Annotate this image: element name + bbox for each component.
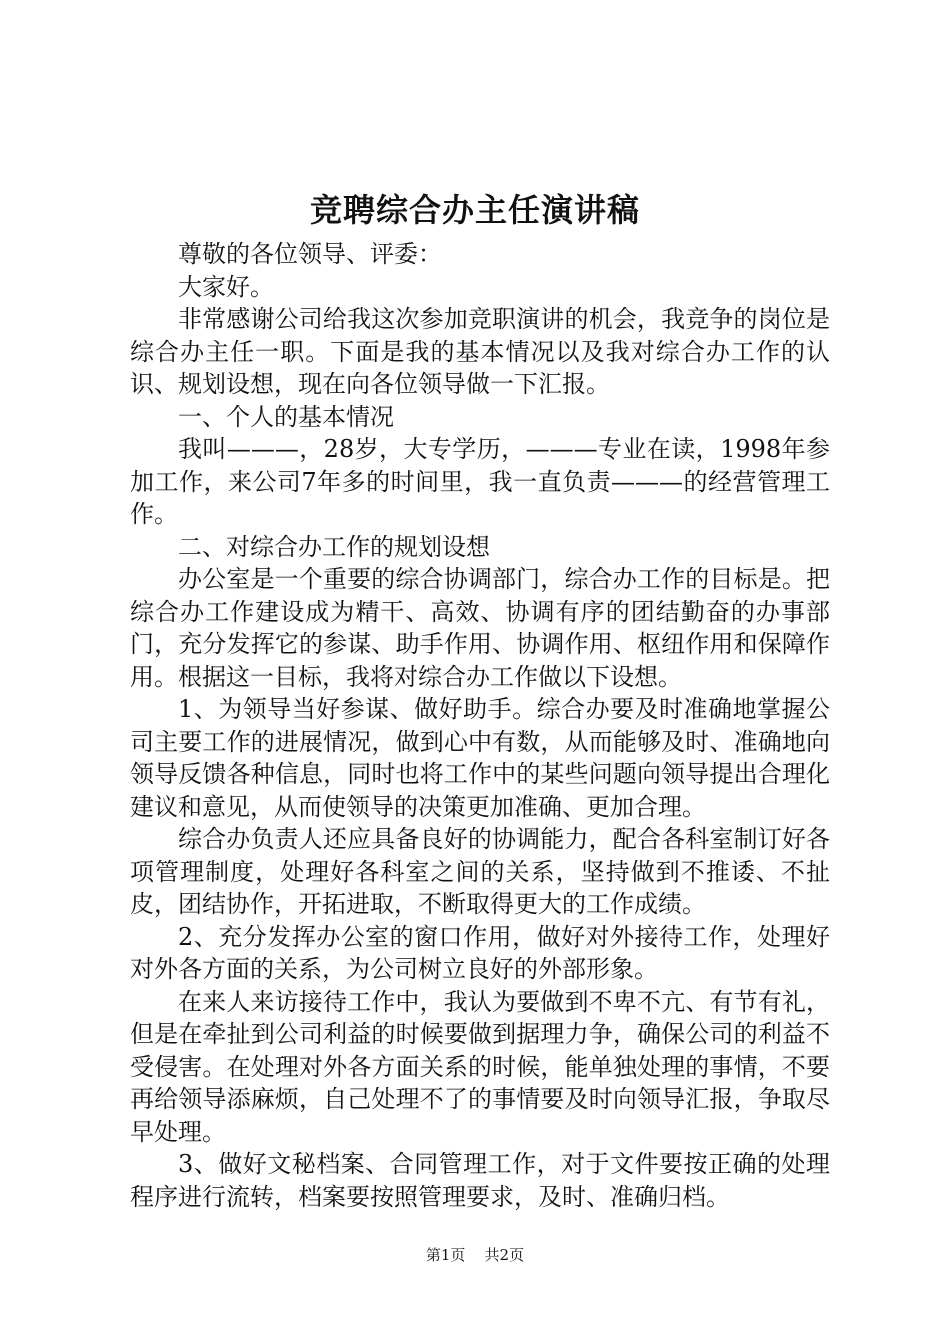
paragraph-coordination: 综合办负责人还应具备良好的协调能力，配合各科室制订好各项管理制度，处理好各科室之间的关系，坚持做到不推诿、不扯皮，团结协作，开拓进取，不断取得更大的工作成绩。 xyxy=(130,825,830,918)
paragraph-office-goal: 办公室是一个重要的综合协调部门，综合办工作的目标是。把综合办工作建设成为精干、高效、协调有序的团结勤奋的办事部门，充分发挥它的参谋、助手作用、协调作用、枢纽作用和保障作用。根据这一目标，我将对综合办工作做以下设想。 xyxy=(130,565,830,691)
paragraph-reception: 在来人来访接待工作中，我认为要做到不卑不亢、有节有礼，但是在牵扯到公司利益的时候要做到据理力争，确保公司的利益不受侵害。在处理对外各方面关系的时候，能单独处理的事情，不要再给领导添麻烦，自己处理不了的事情要及时向领导汇报，争取尽早处理。 xyxy=(130,987,830,1146)
page-footer xyxy=(0,1245,950,1265)
paragraph-point-3: 3、做好文秘档案、合同管理工作，对于文件要按正确的处理程序进行流转，档案要按照管理要求，及时、准确归档。 xyxy=(130,1150,830,1211)
paragraph-greeting: 大家好。 xyxy=(178,272,274,301)
section-heading-basic-info: 一、个人的基本情况 xyxy=(178,402,394,431)
document-title: 竞聘综合办主任演讲稿 xyxy=(309,191,640,229)
page-number-total: 共2页 xyxy=(484,1246,525,1264)
paragraph-point-2: 2、充分发挥办公室的窗口作用，做好对外接待工作，处理好对外各方面的关系，为公司树立良好的外部形象。 xyxy=(130,922,830,983)
paragraph-basic-info: 我叫———，28岁，大专学历，———专业在读，1998年参加工作，来公司7年多的时间里，我一直负责———的经营管理工作。 xyxy=(130,435,830,528)
document-body xyxy=(130,238,830,1213)
section-heading-plan: 二、对综合办工作的规划设想 xyxy=(178,532,490,561)
paragraph-intro: 非常感谢公司给我这次参加竞职演讲的机会，我竞争的岗位是综合办主任一职。下面是我的基本情况以及我对综合办工作的认识、规划设想，现在向各位领导做一下汇报。 xyxy=(130,305,830,398)
paragraph-point-1: 1、为领导当好参谋、做好助手。综合办要及时准确地掌握公司主要工作的进展情况，做到心中有数，从而能够及时、准确地向领导反馈各种信息，同时也将工作中的某些问题向领导提出合理化建议和意见，从而使领导的决策更加准确、更加合理。 xyxy=(130,695,830,821)
page-number-current: 第1页 xyxy=(425,1246,466,1264)
paragraph-salutation: 尊敬的各位领导、评委： xyxy=(178,240,442,268)
